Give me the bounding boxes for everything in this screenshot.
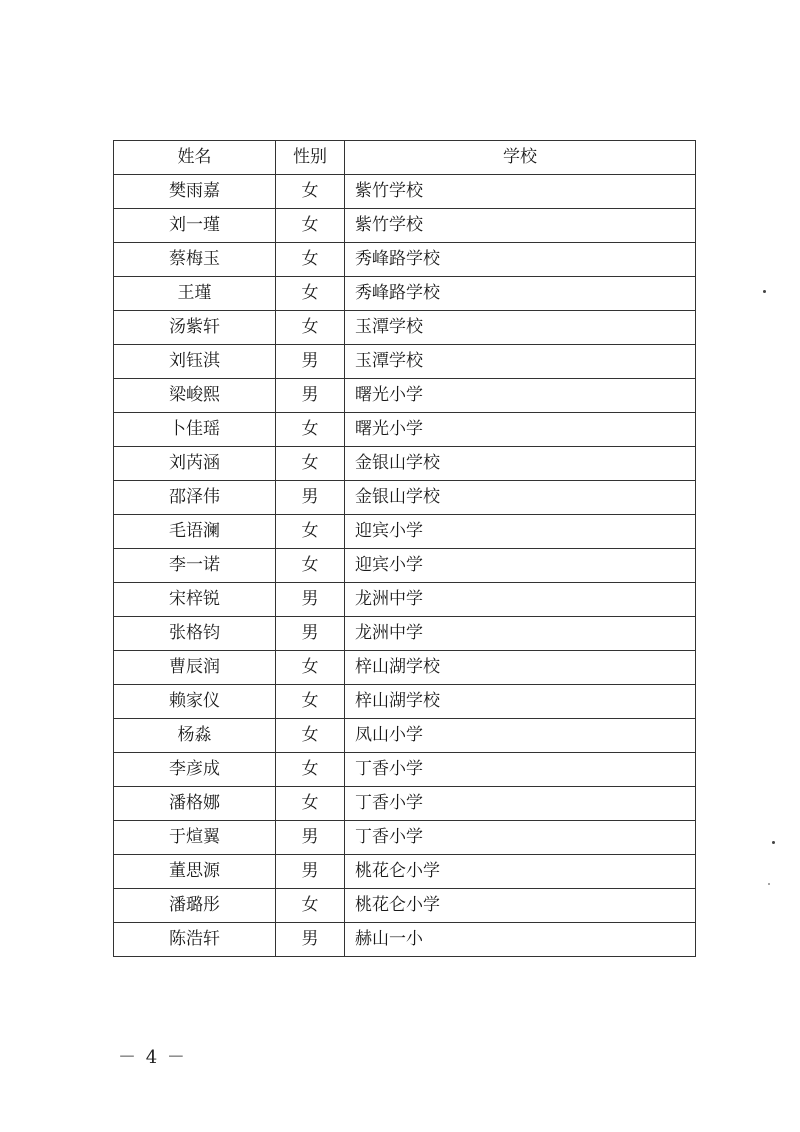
table-row bbox=[114, 753, 696, 787]
cell-gender: 男 bbox=[276, 345, 345, 379]
cell-school: 迎宾小学 bbox=[345, 515, 696, 549]
cell-gender: 女 bbox=[276, 651, 345, 685]
cell-name: 刘钰淇 bbox=[114, 345, 276, 379]
table-row bbox=[114, 651, 696, 685]
cell-gender: 女 bbox=[276, 277, 345, 311]
cell-name: 张格钧 bbox=[114, 617, 276, 651]
table-row bbox=[114, 413, 696, 447]
cell-school: 紫竹学校 bbox=[345, 175, 696, 209]
cell-name: 宋梓锐 bbox=[114, 583, 276, 617]
table-row bbox=[114, 855, 696, 889]
cell-gender: 女 bbox=[276, 447, 345, 481]
page-number: － 4 － bbox=[118, 1047, 187, 1068]
cell-name: 曹辰润 bbox=[114, 651, 276, 685]
table-row bbox=[114, 583, 696, 617]
cell-name: 潘璐彤 bbox=[114, 889, 276, 923]
cell-gender: 男 bbox=[276, 379, 345, 413]
cell-school: 桃花仑小学 bbox=[345, 855, 696, 889]
cell-name: 李一诺 bbox=[114, 549, 276, 583]
cell-school: 迎宾小学 bbox=[345, 549, 696, 583]
table-row bbox=[114, 481, 696, 515]
cell-school: 凤山小学 bbox=[345, 719, 696, 753]
student-roster-table bbox=[113, 140, 696, 957]
table-body bbox=[114, 175, 696, 957]
cell-gender: 男 bbox=[276, 481, 345, 515]
cell-school: 金银山学校 bbox=[345, 447, 696, 481]
cell-gender: 男 bbox=[276, 855, 345, 889]
cell-school: 丁香小学 bbox=[345, 821, 696, 855]
cell-gender: 女 bbox=[276, 413, 345, 447]
cell-school: 赫山一小 bbox=[345, 923, 696, 957]
table-row bbox=[114, 889, 696, 923]
cell-school: 丁香小学 bbox=[345, 787, 696, 821]
cell-school: 曙光小学 bbox=[345, 413, 696, 447]
cell-school: 龙洲中学 bbox=[345, 583, 696, 617]
cell-school: 梓山湖学校 bbox=[345, 685, 696, 719]
cell-name: 李彦成 bbox=[114, 753, 276, 787]
table-row bbox=[114, 923, 696, 957]
cell-school: 秀峰路学校 bbox=[345, 243, 696, 277]
cell-name: 刘芮涵 bbox=[114, 447, 276, 481]
cell-name: 梁峻熙 bbox=[114, 379, 276, 413]
cell-gender: 女 bbox=[276, 515, 345, 549]
cell-name: 卜佳瑶 bbox=[114, 413, 276, 447]
cell-school: 玉潭学校 bbox=[345, 311, 696, 345]
cell-gender: 男 bbox=[276, 617, 345, 651]
cell-name: 邵泽伟 bbox=[114, 481, 276, 515]
cell-school: 桃花仑小学 bbox=[345, 889, 696, 923]
cell-name: 陈浩轩 bbox=[114, 923, 276, 957]
cell-school: 紫竹学校 bbox=[345, 209, 696, 243]
cell-name: 蔡梅玉 bbox=[114, 243, 276, 277]
cell-gender: 女 bbox=[276, 549, 345, 583]
table-row bbox=[114, 209, 696, 243]
cell-school: 丁香小学 bbox=[345, 753, 696, 787]
cell-gender: 女 bbox=[276, 753, 345, 787]
header-gender: 性别 bbox=[276, 141, 345, 175]
cell-name: 董思源 bbox=[114, 855, 276, 889]
table-row bbox=[114, 311, 696, 345]
cell-school: 龙洲中学 bbox=[345, 617, 696, 651]
table-row bbox=[114, 617, 696, 651]
table-header-row bbox=[114, 141, 696, 175]
scan-speck bbox=[763, 290, 766, 293]
cell-school: 金银山学校 bbox=[345, 481, 696, 515]
scan-speck bbox=[772, 841, 775, 844]
cell-school: 玉潭学校 bbox=[345, 345, 696, 379]
cell-gender: 男 bbox=[276, 821, 345, 855]
cell-name: 樊雨嘉 bbox=[114, 175, 276, 209]
table-row bbox=[114, 345, 696, 379]
table-row bbox=[114, 685, 696, 719]
cell-gender: 女 bbox=[276, 175, 345, 209]
cell-name: 于煊翼 bbox=[114, 821, 276, 855]
cell-school: 梓山湖学校 bbox=[345, 651, 696, 685]
cell-name: 杨淼 bbox=[114, 719, 276, 753]
cell-gender: 女 bbox=[276, 311, 345, 345]
scan-speck bbox=[768, 883, 770, 885]
cell-name: 汤紫轩 bbox=[114, 311, 276, 345]
cell-gender: 男 bbox=[276, 923, 345, 957]
header-name: 姓名 bbox=[114, 141, 276, 175]
table-row bbox=[114, 243, 696, 277]
table-row bbox=[114, 515, 696, 549]
cell-gender: 女 bbox=[276, 243, 345, 277]
cell-name: 赖家仪 bbox=[114, 685, 276, 719]
cell-gender: 女 bbox=[276, 719, 345, 753]
table-row bbox=[114, 549, 696, 583]
cell-school: 秀峰路学校 bbox=[345, 277, 696, 311]
cell-gender: 女 bbox=[276, 685, 345, 719]
table-row bbox=[114, 821, 696, 855]
cell-school: 曙光小学 bbox=[345, 379, 696, 413]
table-row bbox=[114, 277, 696, 311]
cell-gender: 男 bbox=[276, 583, 345, 617]
cell-name: 潘格娜 bbox=[114, 787, 276, 821]
header-school: 学校 bbox=[345, 141, 696, 175]
table-row bbox=[114, 719, 696, 753]
table-row bbox=[114, 175, 696, 209]
cell-gender: 女 bbox=[276, 889, 345, 923]
table-row bbox=[114, 379, 696, 413]
cell-gender: 女 bbox=[276, 787, 345, 821]
table-row bbox=[114, 447, 696, 481]
cell-name: 刘一瑾 bbox=[114, 209, 276, 243]
cell-name: 毛语澜 bbox=[114, 515, 276, 549]
cell-name: 王瑾 bbox=[114, 277, 276, 311]
cell-gender: 女 bbox=[276, 209, 345, 243]
table-row bbox=[114, 787, 696, 821]
